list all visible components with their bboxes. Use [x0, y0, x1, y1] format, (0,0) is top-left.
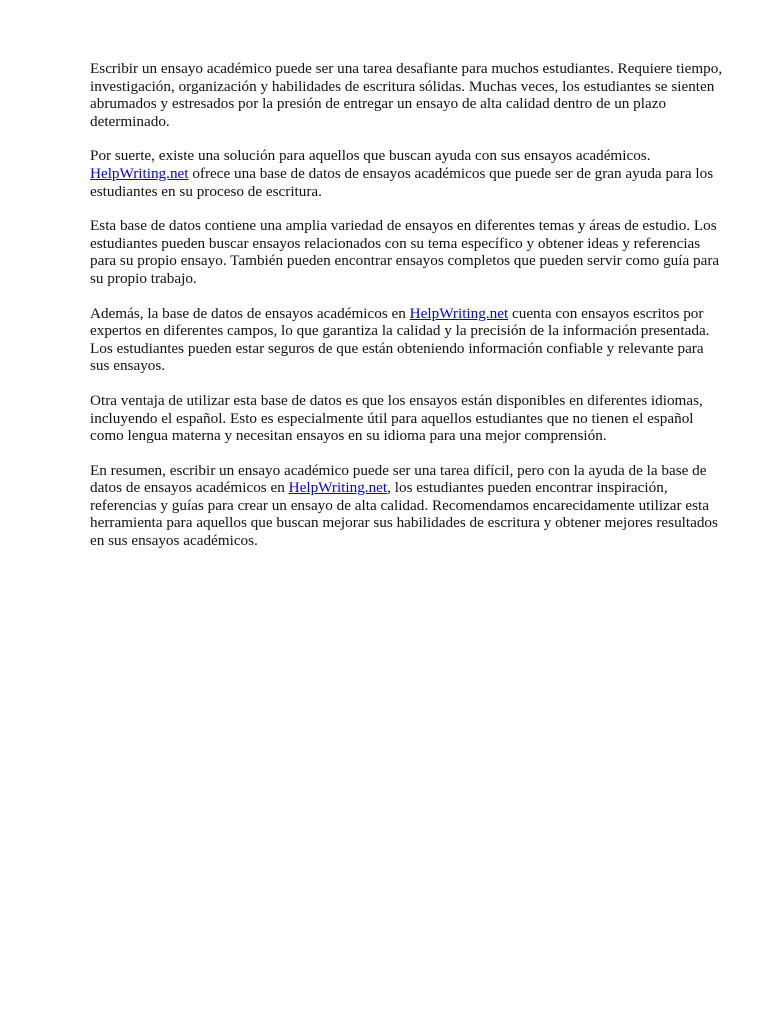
paragraph-summary-text-after: , los estudiantes pueden encontrar inspiración, referencias y guías para crear un ensayo de alta calidad. Recomendamos encarecidamente utilizar esta herramienta para aquellos que buscan mejorar sus habilidades de escritura y obtener mejores resultados en sus ensayos académicos.: [90, 479, 718, 550]
paragraph-solution-text-before: Por suerte, existe una solución para aquellos que buscan ayuda con sus ensayos académicos.: [90, 147, 651, 165]
paragraph-summary-text-before: En resumen, escribir un ensayo académico puede ser una tarea difícil, pero con la ayuda de la base de datos de ensayos académicos en: [90, 461, 707, 497]
paragraph-summary: [90, 462, 726, 550]
paragraph-solution: [90, 147, 726, 200]
helpwriting-link-2[interactable]: HelpWriting.net: [409, 304, 509, 322]
paragraph-experts-text-after: cuenta con ensayos escritos por expertos en diferentes campos, lo que garantiza la calidad y la precisión de la información presentada. Los estudiantes pueden estar seguros de que están obteniendo información confiable y relevante para sus ensayos.: [90, 304, 710, 375]
helpwriting-link-1[interactable]: HelpWriting.net: [90, 164, 189, 182]
document-page: [90, 60, 726, 567]
paragraph-database: Esta base de datos contiene una amplia variedad de ensayos en diferentes temas y áreas de estudio. Los estudiantes pueden buscar ensayos relacionados con su tema específico y obtener ideas y referencias para su propio ensayo. También pueden encontrar ensayos completos que pueden servir como guía para su propio trabajo.: [90, 217, 720, 287]
paragraph-solution-text-after: ofrece una base de datos de ensayos académicos que puede ser de gran ayuda para los estudiantes en su proceso de escritura.: [90, 164, 714, 200]
helpwriting-link-3[interactable]: HelpWriting.net: [288, 479, 388, 497]
paragraph-experts-text-before: Además, la base de datos de ensayos académicos en: [90, 304, 410, 322]
paragraph-intro: Escribir un ensayo académico puede ser una tarea desafiante para muchos estudiantes. Requiere tiempo, investigación, organización y habilidades de escritura sólidas. Muchas veces, los estudiantes se sienten abrumados y estresados por la presión de entregar un ensayo de alta calidad dentro de un plazo determinado.: [90, 60, 723, 130]
paragraph-languages: Otra ventaja de utilizar esta base de datos es que los ensayos están disponibles en diferentes idiomas, incluyendo el español. Esto es especialmente útil para aquellos estudiantes que no tienen el español como lengua materna y necesitan ensayos en su idioma para una mejor comprensión.: [90, 391, 703, 445]
paragraph-experts: [90, 305, 726, 375]
